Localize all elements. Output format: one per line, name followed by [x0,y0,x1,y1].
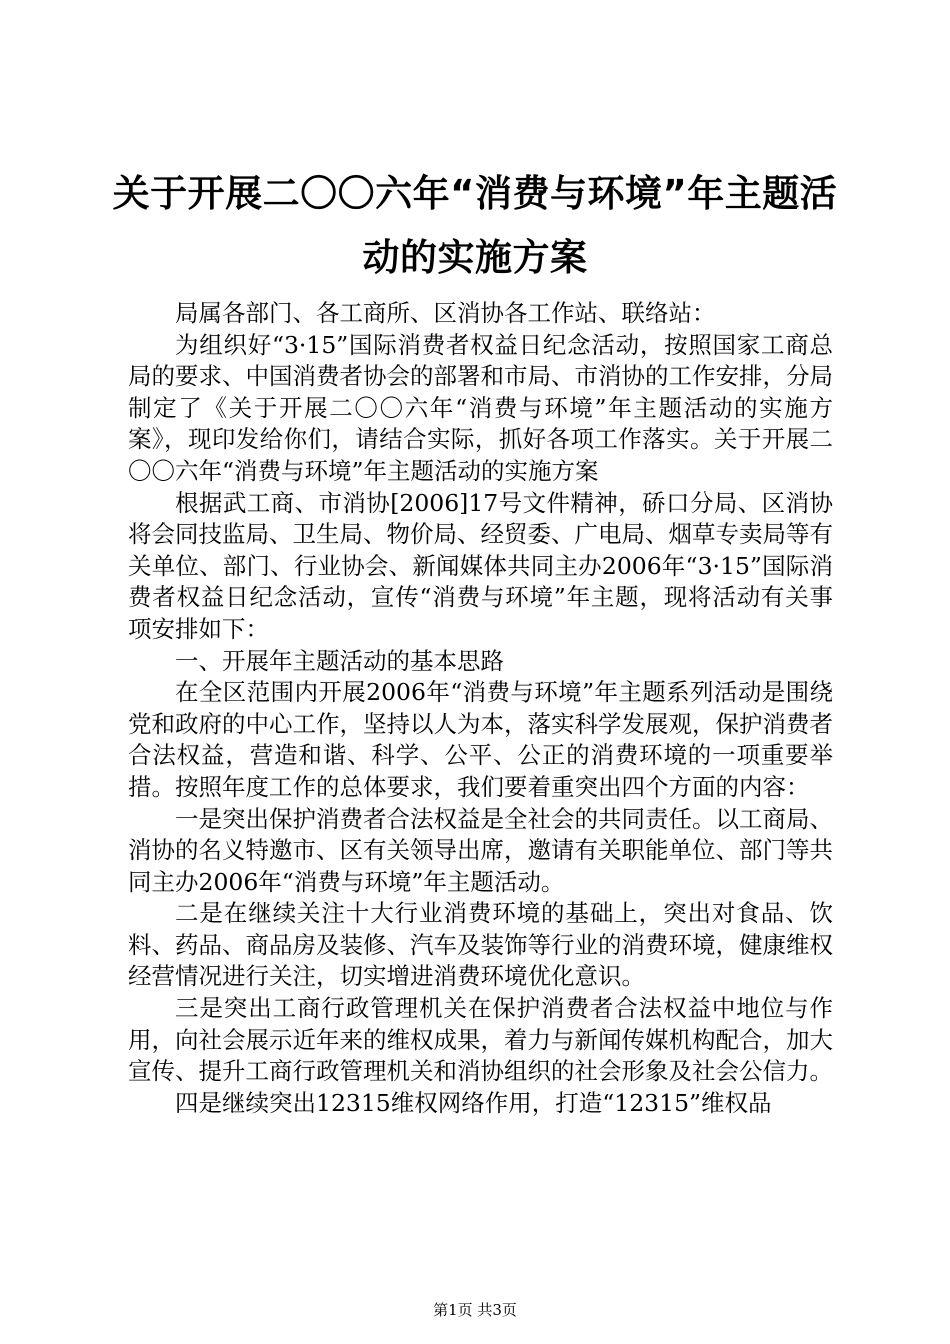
body-paragraph: 一是突出保护消费者合法权益是全社会的共同责任。以工商局、消协的名义特邀市、区有关领导出席，邀请有关职能单位、部门等共同主办2006年“消费与环境”年主题活动。 [128,804,833,896]
salutation-paragraph: 局属各部门、各工商所、区消协各工作站、联络站： [175,299,716,327]
page-number-footer: 第1页 共3页 [433,1301,517,1319]
body-paragraph: 三是突出工商行政管理机关在保护消费者合法权益中地位与作用，向社会展示近年来的维权成果，着力与新闻传媒机构配合，加大宣传、提升工商行政管理机关和消协组织的社会形象及社会公信力。 [128,994,833,1086]
body-paragraph: 四是继续突出12315维权网络作用，打造“12315”维权品 [175,1088,772,1117]
document-title: 关于开展二〇〇六年“消费与环境”年主题活动的实施方案 [112,172,838,279]
body-paragraph: 二是在继续关注十大行业消费环境的基础上，突出对食品、饮料、药品、商品房及装修、汽车及装饰等行业的消费环境，健康维权经营情况进行关注，切实增进消费环境优化意识。 [128,899,833,991]
body-paragraph: 为组织好“3·15”国际消费者权益日纪念活动，按照国家工商总局的要求、中国消费者协会的部署和市局、市消协的工作安排，分局制定了《关于开展二〇〇六年“消费与环境”年主题活动的实施方案》，现印发给你们，请结合实际，抓好各项工作落实。关于开展二〇〇六年“消费与环境”年主题活动的实施方案 [128,330,833,485]
section-heading: 一、开展年主题活动的基本思路 [175,646,504,675]
body-paragraph: 根据武工商、市消协[2006]17号文件精神，硚口分局、区消协将会同技监局、卫生局、物价局、经贸委、广电局、烟草专卖局等有关单位、部门、行业协会、新闻媒体共同主办2006年“3·15”国际消费者权益日纪念活动，宣传“消费与环境”年主题，现将活动有关事项安排如下： [128,488,833,643]
body-paragraph: 在全区范围内开展2006年“消费与环境”年主题系列活动是围绕党和政府的中心工作，坚持以人为本，落实科学发展观，保护消费者合法权益，营造和谐、科学、公平、公正的消费环境的一项重要举措。按照年度工作的总体要求，我们要着重突出四个方面的内容： [128,678,833,801]
document-body [128,298,833,1119]
